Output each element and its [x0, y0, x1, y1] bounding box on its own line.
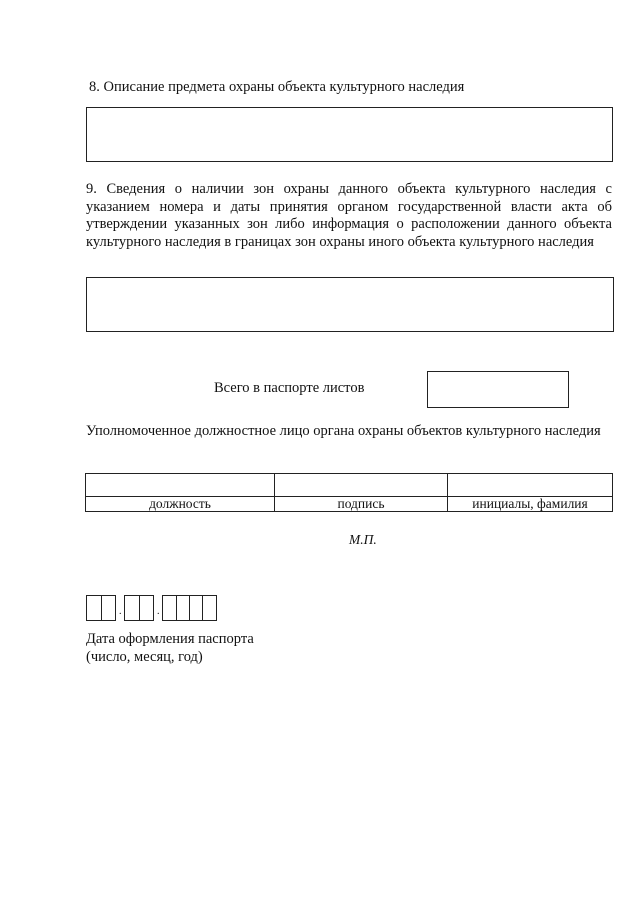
signature-table	[85, 473, 613, 512]
position-field[interactable]	[86, 474, 275, 497]
date-separator-2: .	[157, 606, 160, 617]
signature-field[interactable]	[275, 474, 448, 497]
date-day-digit-1[interactable]	[87, 596, 102, 620]
protection-subject-field[interactable]	[86, 107, 613, 162]
position-caption: должность	[86, 497, 275, 512]
name-caption: инициалы, фамилия	[448, 497, 613, 512]
issue-date-label: Дата оформления паспорта	[86, 631, 254, 647]
authorized-officer-heading: Уполномоченное должностное лицо органа охраны объектов культурного наследия	[86, 423, 601, 439]
total-sheets-label: Всего в паспорте листов	[214, 380, 365, 396]
protection-zones-field[interactable]	[86, 277, 614, 332]
date-year-digit-4[interactable]	[203, 596, 216, 620]
section-9-heading: 9. Сведения о наличии зон охраны данного объекта культурного наследия с указанием номера и даты принятия органом государственной власти акта об утверждении указанных зон либо информация о расположении данного объекта культурного наследия в границах зон охраны иного объекта культурного наследия	[86, 181, 612, 250]
signature-caption: подпись	[275, 497, 448, 512]
date-year-digit-3[interactable]	[190, 596, 203, 620]
date-day-field[interactable]	[86, 595, 116, 621]
date-separator-1: .	[119, 606, 122, 617]
date-month-digit-1[interactable]	[125, 596, 140, 620]
date-day-digit-2[interactable]	[102, 596, 115, 620]
date-year-field[interactable]	[162, 595, 217, 621]
stamp-place-label: М.П.	[349, 532, 377, 547]
signature-caption-row	[86, 497, 613, 512]
signature-input-row	[86, 474, 613, 497]
date-year-digit-2[interactable]	[177, 596, 190, 620]
date-month-field[interactable]	[124, 595, 154, 621]
name-field[interactable]	[448, 474, 613, 497]
total-sheets-field[interactable]	[427, 371, 569, 408]
date-year-digit-1[interactable]	[163, 596, 177, 620]
section-8-heading: 8. Описание предмета охраны объекта культурного наследия	[89, 79, 465, 95]
issue-date-format-hint: (число, месяц, год)	[86, 649, 203, 665]
date-month-digit-2[interactable]	[140, 596, 153, 620]
